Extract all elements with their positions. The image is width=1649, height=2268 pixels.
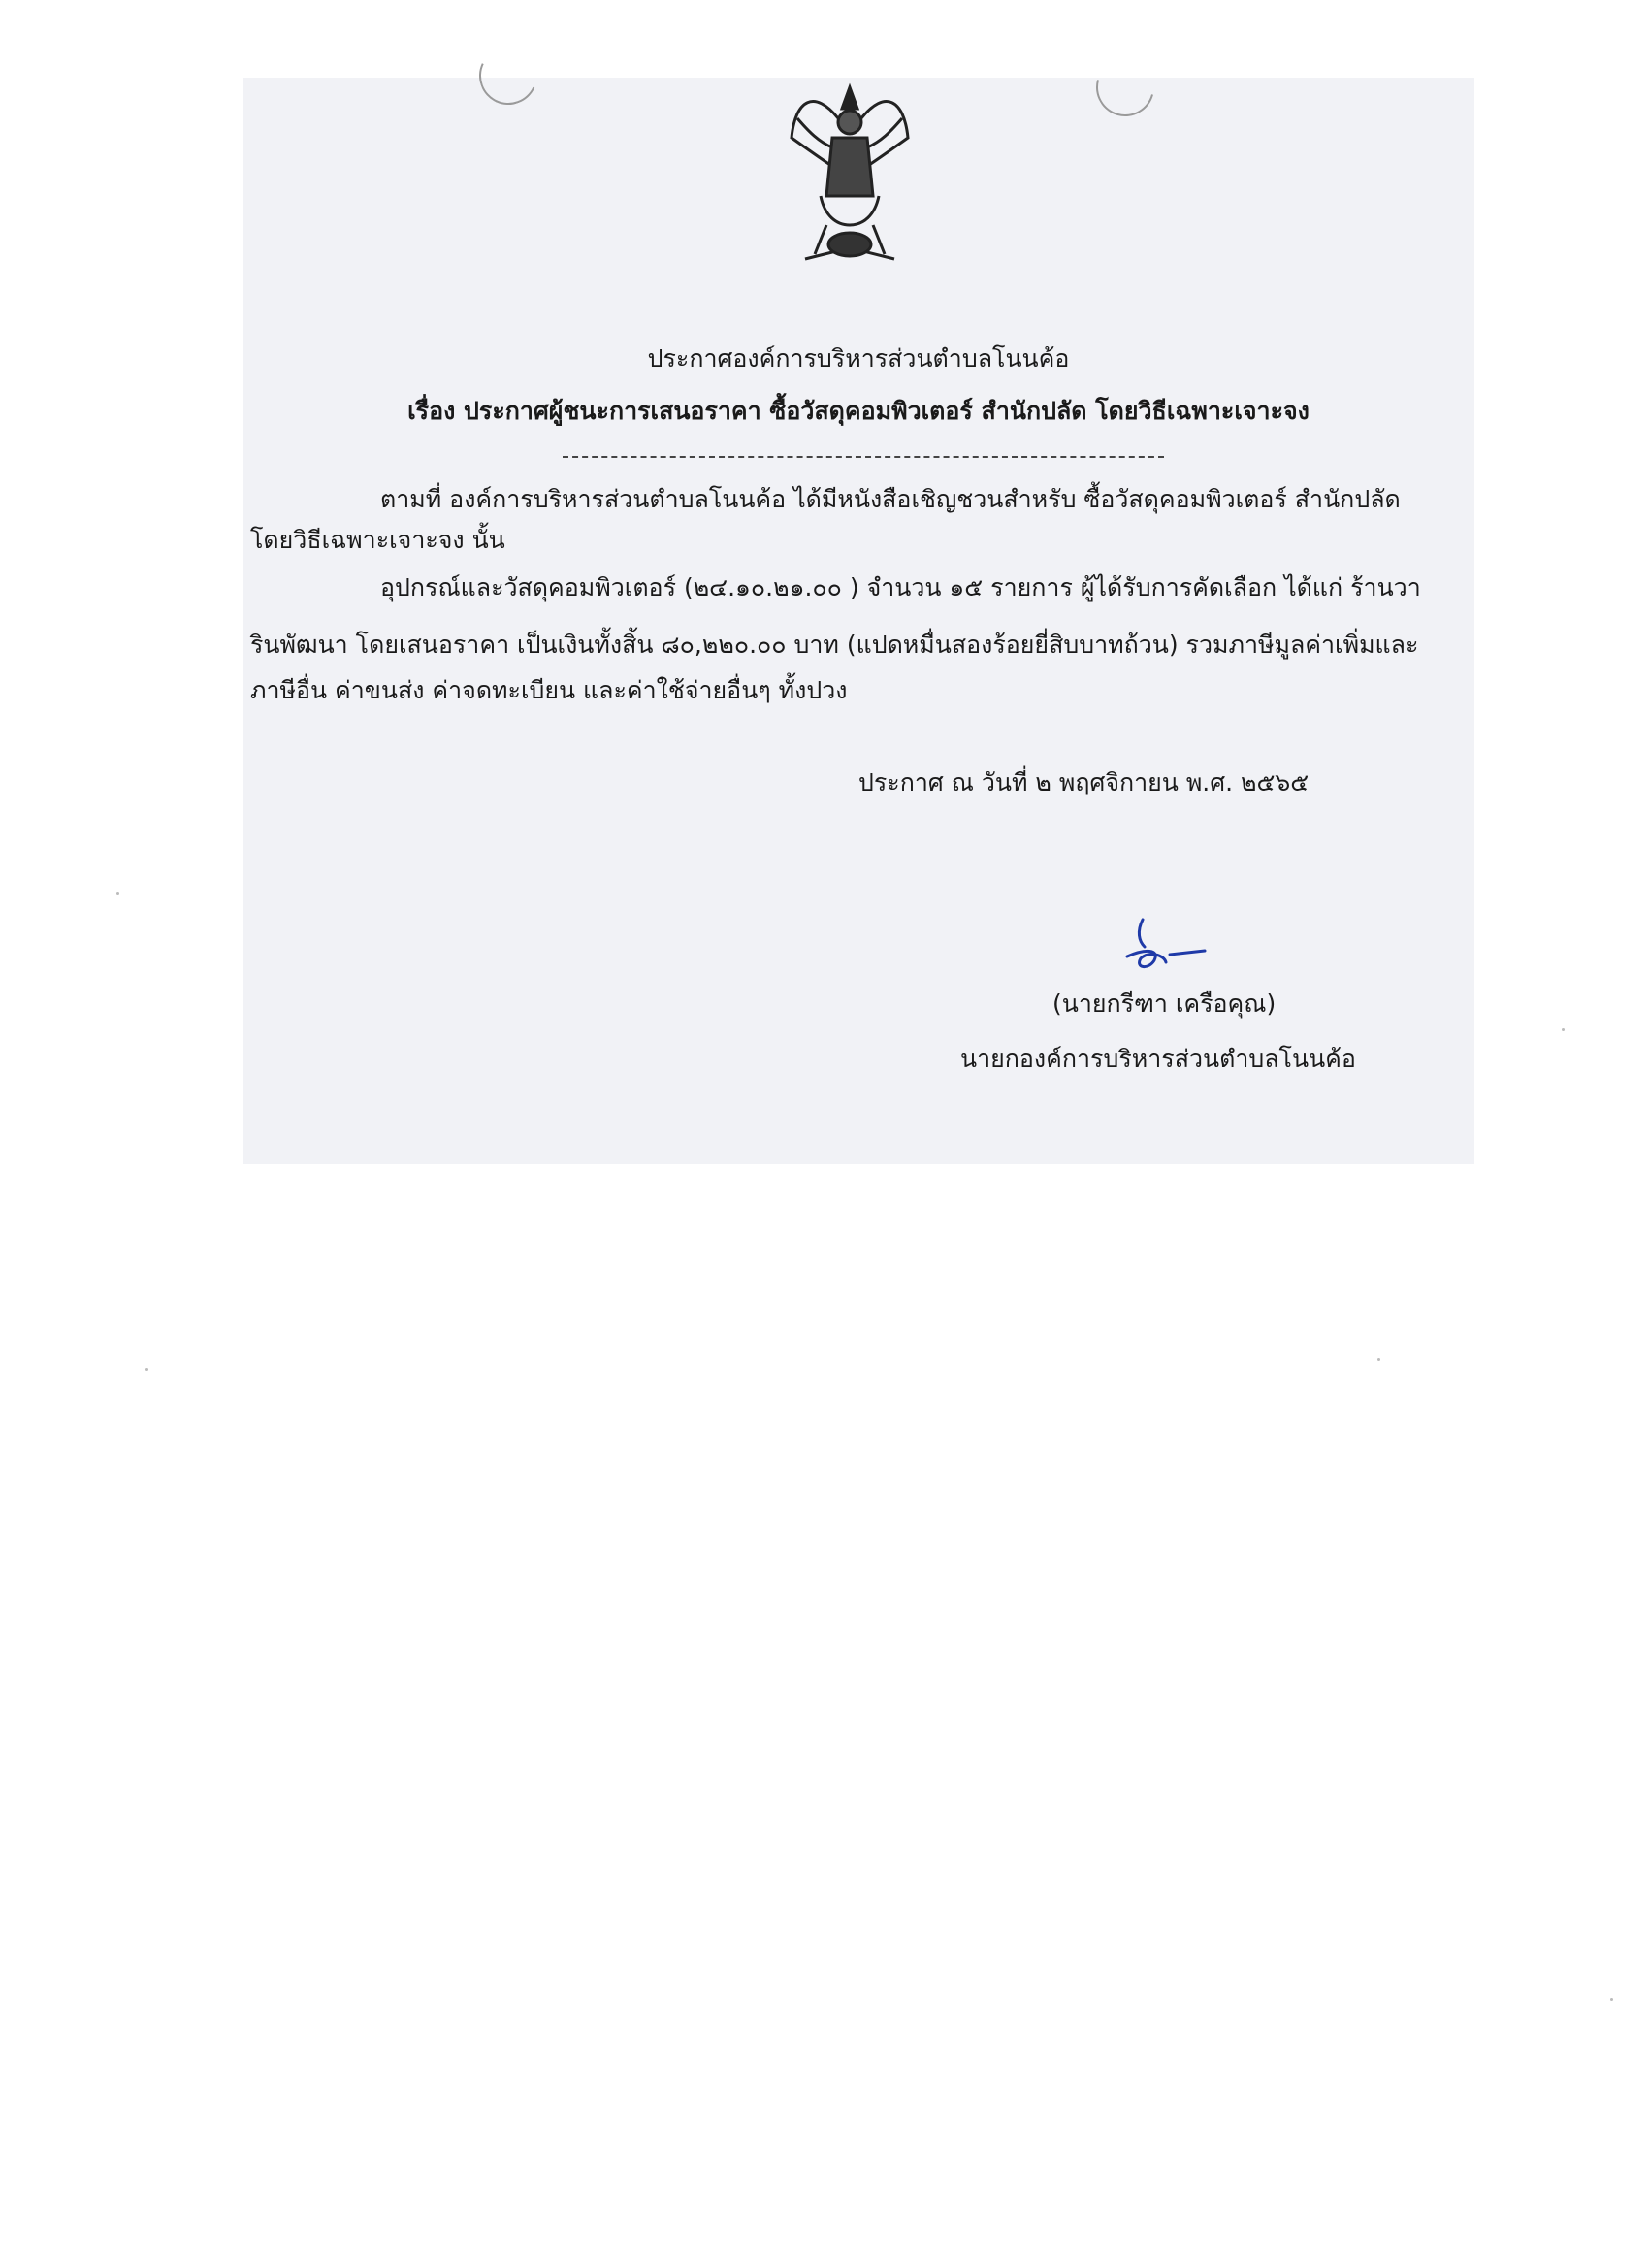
announcement-title: ประกาศองค์การบริหารส่วนตำบลโนนค้อ <box>647 344 1070 373</box>
scan-speck <box>1562 1028 1565 1031</box>
scan-speck <box>146 1368 148 1371</box>
garuda-emblem-icon <box>786 80 914 274</box>
signatory-name: (นายกรีฑา เครือคุณ) <box>1052 989 1277 1018</box>
body-para2-line3: ภาษีอื่น ค่าขนส่ง ค่าจดทะเบียน และค่าใช้จ่ายอื่นๆ ทั้งปวง <box>250 676 848 704</box>
body-para1-line1: ตามที่ องค์การบริหารส่วนตำบลโนนค้อ ได้มีหนังสือเชิญชวนสำหรับ ซื้อวัสดุคอมพิวเตอร์ สำนักปลัด <box>380 485 1401 513</box>
body-para2-line2: รินพัฒนา โดยเสนอราคา เป็นเงินทั้งสิ้น ๘๐,๒๒๐.๐๐ บาท (แปดหมื่นสองร้อยยี่สิบบาทถ้วน) รวมภาษีมูลค่าเพิ่มและ <box>250 631 1419 659</box>
announcement-date: ประกาศ ณ วันที่ ๒ พฤศจิกายน พ.ศ. ๒๕๖๕ <box>858 768 1310 796</box>
handwritten-signature-icon <box>1106 912 1212 989</box>
signatory-position: นายกองค์การบริหารส่วนตำบลโนนค้อ <box>960 1045 1356 1073</box>
scan-speck <box>116 892 119 895</box>
body-para1-line2: โดยวิธีเฉพาะเจาะจง นั้น <box>250 526 505 554</box>
scan-speck <box>1377 1358 1380 1361</box>
scan-speck <box>1610 1998 1613 2001</box>
dashed-separator <box>563 456 1164 458</box>
body-para2-line1: อุปกรณ์และวัสดุคอมพิวเตอร์ (๒๔.๑๐.๒๑.๐๐ ) จำนวน ๑๕ รายการ ผู้ได้รับการคัดเลือก ได้แก่ ร้านวา <box>380 573 1421 601</box>
announcement-subject: เรื่อง ประกาศผู้ชนะการเสนอราคา ซื้อวัสดุคอมพิวเตอร์ สำนักปลัด โดยวิธีเฉพาะเจาะจง <box>407 397 1310 425</box>
